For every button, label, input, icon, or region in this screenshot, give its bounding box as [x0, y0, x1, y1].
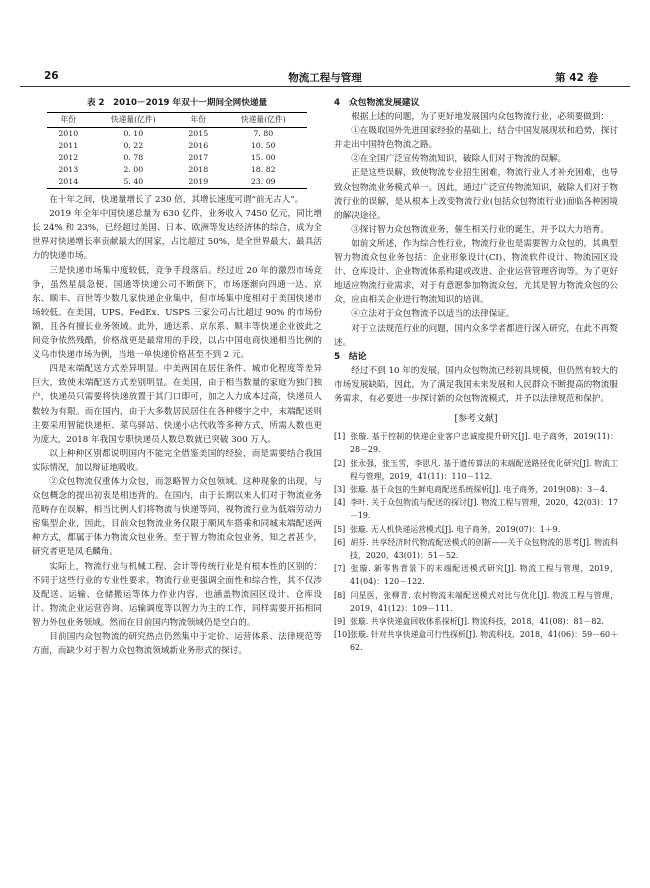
reference-text: 张璇. 针对共享快递盒可行性探析[J]. 物流科技，2018，41(06)：59－60＋62. — [350, 630, 618, 653]
reference-item — [334, 536, 618, 562]
reference-number: [2] — [334, 458, 346, 468]
reference-number: [10] — [334, 630, 351, 640]
table-row — [47, 164, 307, 176]
express-volume-table — [47, 112, 307, 189]
reference-list — [334, 430, 618, 654]
body-paragraph: ②众包物流仅重体力众包，而忽略智力众包领域。这种现象的出现，与众包概念的提出初衷是相违背的。在国内，由于长期以来人们对于物流业务范畴存在误解，相当比例人们将物流与快递等同，视物流行业为低端劳动力密集型企业，因此，目前众包物流业务仅限于顺风车搭乘和同城末端配送两种方式，都属于体力物流众包业务。至于智力物流众包业务，知之者甚少，研究者更是凤毛麟角。 — [32, 476, 322, 558]
reference-item — [334, 589, 618, 615]
reference-text: 李叶. 关于众包物流与配送的探讨[J]. 物流工程与管理，2020，42(03)：17－19. — [350, 498, 618, 521]
reference-text: 胡芬. 共享经济时代物流配送模式的创新——关于众包物流的思考[J]. 物流科技，2020，43(01)：51－52. — [350, 537, 618, 560]
body-paragraph: ①在吸取国外先进国家经验的基础上，结合中国发展现状和趋势，探讨并走出中国特色物流之路。 — [334, 126, 618, 151]
table-cell: 2014 — [47, 176, 90, 189]
right-column — [334, 96, 618, 655]
page-header — [20, 68, 630, 87]
table-cell: 0. 78 — [123, 153, 144, 163]
section-5-heading: 5 结论 — [334, 351, 367, 362]
body-paragraph: 2019 年全年中国快递总量为 630 亿件，业务收入 7450 亿元，同比增长 24% 和 23%，已经超过美国、日本、欧洲等发达经济体的综合，成为全世界对快递增长率贡献最大的国家，占比超过 50%，是全世界最大、最具活力的快递市场。 — [32, 209, 322, 262]
table-cell: 2. 00 — [123, 165, 144, 175]
table-cell: 2013 — [58, 165, 79, 175]
table-cell: 2017 — [188, 153, 209, 163]
left-column — [32, 96, 322, 658]
body-paragraph: 经过不到 10 年的发展，国内众包物流已经初具规模，但仍然有较大的市场发展缺陷，因此，为了满足我国未来发展和人民群众不断提高的物流服务需求，有必要进一步探讨新的众包物流模式，并予以法律规范和保护。 — [334, 365, 618, 404]
table-header: 年份 — [47, 113, 90, 128]
reference-number: [8] — [334, 590, 346, 600]
table-header: 快递量(亿件) — [219, 113, 307, 128]
reference-text: 张璇. 基于众包的生鲜电商配送系统探析[J]. 电子商务，2019(08)：3－4. — [350, 484, 608, 494]
reference-item — [334, 457, 618, 483]
body-paragraph: ②在全国广泛宣传物流知识，破除人们对于物流的误解。 — [351, 154, 567, 165]
body-paragraph: 根据上述的问题，为了更好地发展国内众包物流行业，必须要做到： — [351, 112, 610, 123]
reference-item — [334, 628, 618, 654]
reference-number: [5] — [334, 524, 346, 534]
body-paragraph: 四是末端配送方式差异明显。中美两国在居住条件、城市化程度等差异巨大，致使末端配送方式差别明显。在美国，由于相当数量的家庭为独门独户，快递员只需要将快递放置于其门口即可，加之人力成本过高，快递员人数较为有限。而在国内，由于大多数居民居住在各种楼宇之中，末端配送则主要采用智能快递柜、菜鸟驿站、快递小店代收等多种方式，所需人数也更为庞大，2018 年我国专职快递员人数总数就已突破 300 万人。 — [32, 364, 322, 445]
table-cell: 2011 — [58, 141, 79, 151]
body-paragraph: 三是快递市场集中度较低，竞争手段落后。经过近 20 年的激烈市场竞争，虽然星晨急便、国通等快递公司不断倒下，市场逐渐向四通一达、京东、顺丰、百世等少数几家快递企业集中，但市场集中度相对于美国快递市场较低。在美国，UPS、FedEx、USPS 三家公司占比超过 90% 的市场份额，且各有擅长业务领域。此外，通达系、京东系、顺丰等快递企业彼此之间竞争依然残酷，价格战更是最常用的手段，以占中国电商快递相当比例的义乌市快递市场为例，当地一单快递价格甚至不到 2 元。 — [32, 265, 322, 361]
reference-text: 张璇. 共享快递盒回收体系探析[J]. 物流科技，2018，41(08)：81－82. — [350, 617, 604, 626]
table-cell: 2012 — [58, 153, 79, 163]
table-header: 快递量(亿件) — [90, 113, 177, 128]
table-cell: 15. 00 — [250, 153, 276, 163]
body-paragraph: ④立法对于众包物流予以适当的法律保证。 — [351, 309, 515, 320]
table-header-row — [47, 113, 307, 128]
reference-item — [334, 523, 618, 536]
table-cell: 0. 22 — [123, 141, 144, 151]
reference-item — [334, 562, 618, 588]
body-paragraph: 以上种种区别都说明国内不能完全借鉴美国的经验，而是需要结合我国实际情况，加以辩证地吸收。 — [32, 448, 322, 473]
reference-text: 张璇. 无人机快递运营模式[J]. 电子商务，2019(07)：1＋9. — [350, 524, 561, 534]
reference-number: [9] — [334, 617, 346, 626]
references-title: [参考文献] — [454, 414, 498, 425]
table-cell: 10. 50 — [250, 141, 276, 151]
reference-number: [1] — [334, 432, 346, 442]
body-paragraph: 在十年之间，快递量增长了 230 倍，其增长速度可谓“前无古人”。 — [49, 195, 304, 206]
page-number: 26 — [44, 70, 59, 82]
reference-item — [334, 483, 618, 496]
table-cell: 2015 — [188, 129, 209, 139]
section-4-heading: 4 众包物流发展建议 — [334, 98, 420, 108]
body-paragraph: 如前文所述，作为综合性行业，物流行业也是需要智力众包的，其典型智力物流众包业务包括：企业形象设计(CI)、物流软件设计、物流园区设计、仓库设计、企业物流体系构建或改进、企业运营管理咨询等。为了更好地适应物流行业需求，对于有意愿参加物流众包，尤其是智力物流众包的公众，应由相关企业进行物流知识的培训。 — [334, 238, 618, 306]
table-cell: 2019 — [177, 176, 220, 189]
table-cell: 18. 82 — [250, 165, 276, 175]
table-cell: 2010 — [58, 129, 79, 139]
table-header: 年份 — [177, 113, 220, 128]
reference-text: 张璇. 新零售背景下的末端配送模式研究[J]. 物流工程与管理，2019，41(04)：120－122. — [350, 564, 618, 587]
journal-name: 物流工程与管理 — [288, 72, 362, 84]
table-cell: 2018 — [188, 165, 209, 175]
table-row — [47, 128, 307, 141]
body-paragraph: 目前国内众包物流的研究热点仍然集中于定价、运营体系、法律规范等方面，而缺少对于智力众包物流领域新业务形式的探讨。 — [32, 632, 322, 657]
table-cell: 23. 09 — [219, 176, 307, 189]
reference-number: [7] — [334, 564, 346, 574]
table-cell: 7. 80 — [253, 129, 274, 139]
reference-number: [4] — [334, 498, 346, 508]
table-cell: 0. 10 — [123, 129, 144, 139]
table-row — [47, 176, 307, 189]
reference-text: 闫星医，张柳青. 农村物流末端配送模式对比与优化[J]. 物流工程与管理，2019，41(12)：109－111. — [350, 590, 618, 613]
reference-text: 张璇. 基于控制的快递企业客户忠诚度提升研究[J]. 电子商务，2019(11)：28－29. — [350, 432, 618, 455]
reference-number: [3] — [334, 484, 346, 494]
reference-item — [334, 496, 618, 522]
body-paragraph: ③探讨智力众包物流业务，催生相关行业的诞生，并予以大力培育。 — [351, 224, 610, 235]
reference-number: [6] — [334, 537, 346, 547]
reference-text: 张永强，张玉雪，李思凡. 基于遗传算法的末端配送路径优化研究[J]. 物流工程与管理，2019，41(11)：110－112. — [350, 458, 618, 481]
table-cell: 5. 40 — [90, 176, 177, 189]
reference-item — [334, 430, 618, 456]
reference-item — [334, 615, 618, 628]
body-paragraph: 实际上，物流行业与机械工程、会计等传统行业是有根本性的区别的：不同于这些行业的专业性要求，物流行业更强调全面性和综合性，其不仅涉及配送、运输、仓储搬运等体力作业内容，也涵盖物流园区设计、仓库设计、物流企业运营咨询、运输调度等以智力为主的工作，同样需要开拓相同智力外包业务领域。然而在目前国内物流领域仍是空白的。 — [32, 561, 322, 628]
table-cell: 2016 — [188, 141, 209, 151]
body-paragraph: 正是这些误解，致使物流专业招生困难，物流行业人才补充困难，也导致众包物流业务模式单一。因此，通过广泛宣传物流知识，破除人们对于物流行业的误解，是从根本上改变物流行业(包括众包物流行业)面临各种困境的解决途径。 — [334, 168, 618, 221]
body-paragraph: 对于立法规范行业的问题，国内众多学者都进行深入研究，在此不再赘述。 — [334, 323, 618, 348]
table-row — [47, 140, 307, 152]
table-caption: 表 2 2010－2019 年双十一期间全网快递量 — [86, 98, 268, 108]
table-row — [47, 152, 307, 164]
volume-label: 第 42 卷 — [555, 72, 598, 84]
